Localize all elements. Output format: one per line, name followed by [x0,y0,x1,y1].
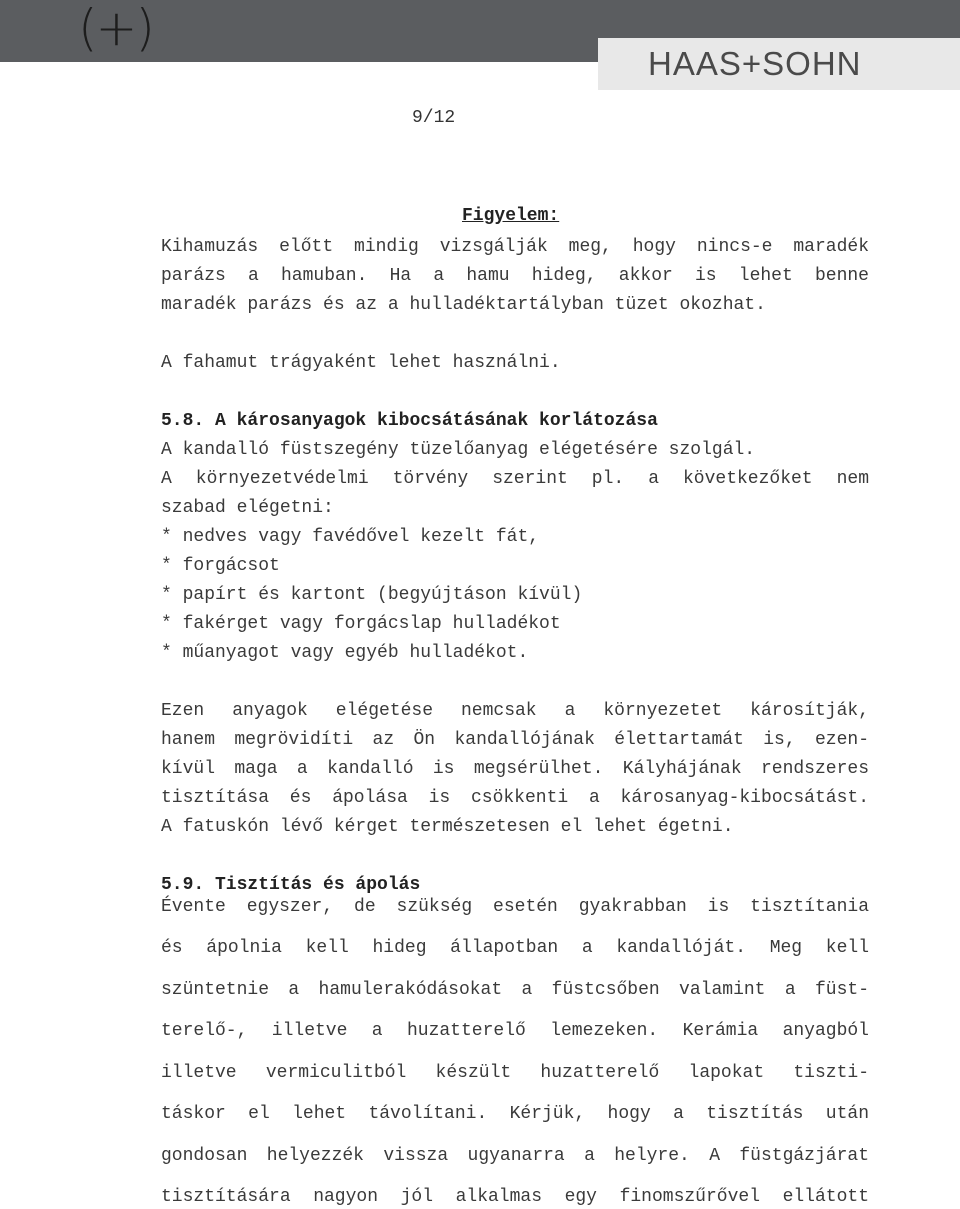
paragraph-line: A fatuskón lévő kérget természetesen el lehet égetni. [161,817,734,837]
logo-box [598,38,960,90]
paragraph-line: Ezen anyagok elégetése nemcsak a környezetet károsítják, [161,701,869,721]
brand-plus-icon: (+) [78,0,153,57]
section-line: tisztítására nagyon jól alkalmas egy finomszűrővel ellátott [161,1187,869,1207]
list-item: * papírt és kartont (begyújtáson kívül) [161,585,583,605]
section-line: illetve vermiculitból készült huzatterelő lapokat tiszti- [161,1063,869,1083]
section-line: gondosan helyezzék vissza ugyanarra a helyre. A füstgázjárat [161,1146,869,1166]
section-line: szabad elégetni: [161,498,334,518]
list-item: * fakérget vagy forgácslap hulladékot [161,614,561,634]
section-line: szüntetnie a hamulerakódásokat a füstcsőben valamint a füst- [161,980,869,1000]
section-line: terelő-, illetve a huzatterelő lemezeken. Kerámia anyagból [161,1021,869,1041]
company-logo: HAAS+SOHN [648,45,862,82]
section-5-9-heading: 5.9. Tisztítás és ápolás [161,875,421,895]
section-line: Évente egyszer, de szükség esetén gyakrabban is tisztítania [161,897,869,917]
warning-line: parázs a hamuban. Ha a hamu hideg, akkor is lehet benne [161,266,869,286]
section-line: táskor el lehet távolítani. Kérjük, hogy a tisztítás után [161,1104,869,1124]
fertilizer-note: A fahamut trágyaként lehet használni. [161,353,561,373]
warning-title: Figyelem: [462,206,560,226]
warning-line: maradék parázs és az a hulladéktartályban tüzet okozhat. [161,295,766,315]
paragraph-line: tisztítása és ápolása is csökkenti a károsanyag-kibocsátást. [161,788,869,808]
section-5-8-heading: 5.8. A károsanyagok kibocsátásának korlátozása [161,411,658,431]
section-line: A kandalló füstszegény tüzelőanyag elégetésére szolgál. [161,440,756,460]
page-number: 9/12 [412,108,456,128]
section-line: A környezetvédelmi törvény szerint pl. a következőket nem [161,469,869,489]
list-item: * forgácsot [161,556,280,576]
paragraph-line: hanem megrövidíti az Ön kandallójának élettartamát is, ezen- [161,730,869,750]
list-item: * műanyagot vagy egyéb hulladékot. [161,643,529,663]
paragraph-line: kívül maga a kandalló is megsérülhet. Kályhájának rendszeres [161,759,869,779]
section-line: és ápolnia kell hideg állapotban a kandallóját. Meg kell [161,938,869,958]
list-item: * nedves vagy favédővel kezelt fát, [161,527,540,547]
warning-line: Kihamuzás előtt mindig vizsgálják meg, hogy nincs-e maradék [161,237,869,257]
